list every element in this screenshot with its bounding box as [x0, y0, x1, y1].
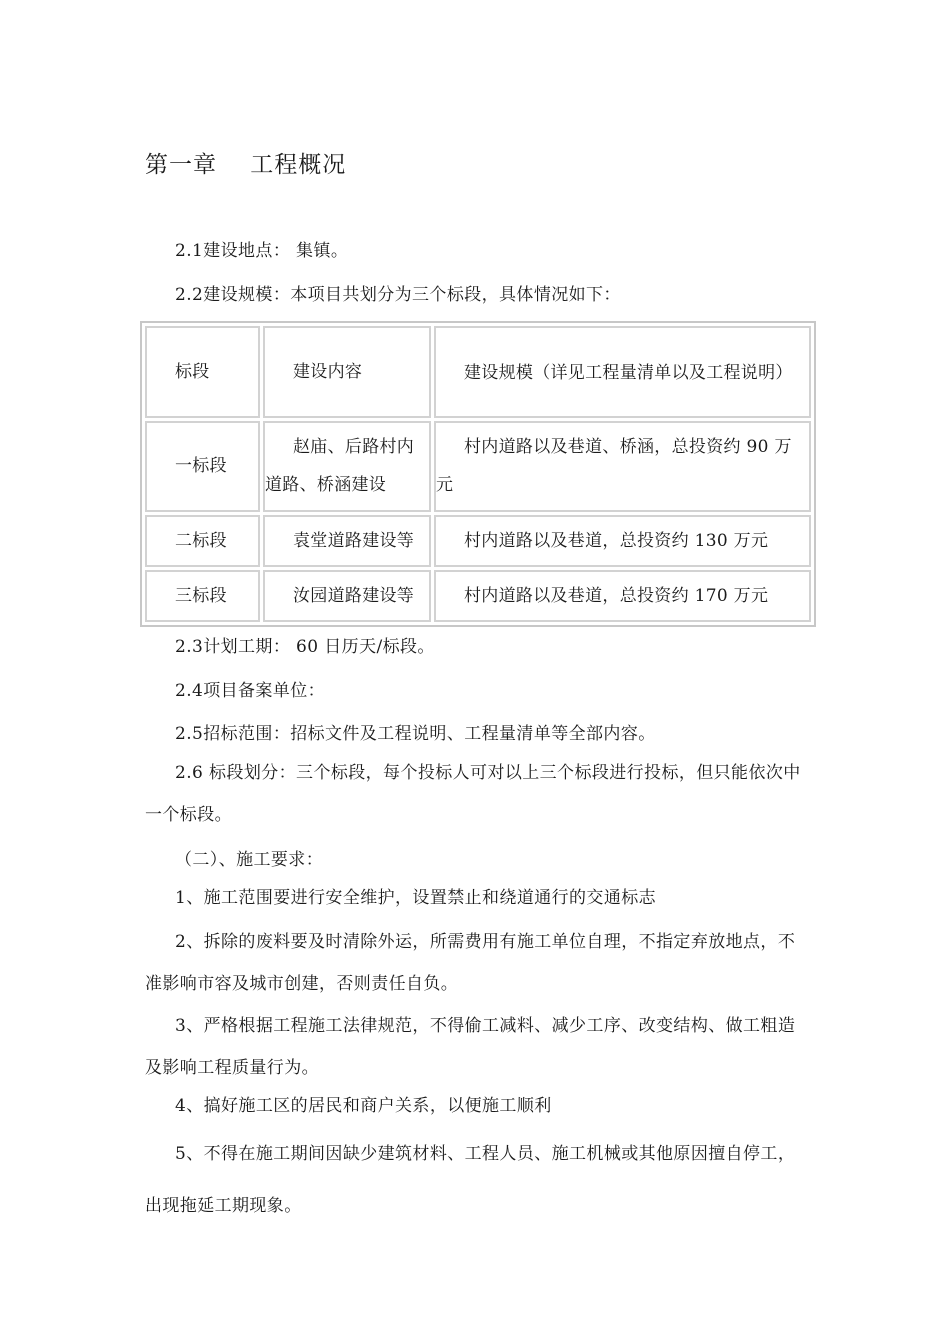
table-cell: 村内道路以及巷道，总投资约 170 万元	[434, 570, 811, 622]
table-header-cell: 建设规模（详见工程量清单以及工程说明）	[434, 326, 811, 418]
item-2-5: 2.5招标范围：招标文件及工程说明、工程量清单等全部内容。	[175, 724, 656, 744]
item-2-3: 2.3计划工期： 60 日历天/标段。	[175, 637, 435, 657]
requirement-4: 4、搞好施工区的居民和商户关系，以便施工顺利	[175, 1096, 552, 1116]
table-header-row	[145, 326, 811, 418]
table-cell: 村内道路以及巷道，总投资约 130 万元	[434, 515, 811, 567]
item-2-4: 2.4项目备案单位：	[175, 681, 326, 701]
requirement-3: 3、严格根据工程施工法律规范，不得偷工减料、减少工序、改变结构、做工粗造及影响工程质量行为。	[145, 1016, 796, 1078]
table-cell: 三标段	[145, 570, 260, 622]
section-title: （二）、施工要求：	[175, 850, 324, 870]
table-row	[145, 421, 811, 513]
table-cell: 汝园道路建设等	[263, 570, 431, 622]
table-cell: 一标段	[145, 421, 260, 513]
table-cell: 袁堂道路建设等	[263, 515, 431, 567]
table-header-cell: 标段	[145, 326, 260, 418]
requirement-5: 5、不得在施工期间因缺少建筑材料、工程人员、施工机械或其他原因擅自停工，出现拖延工期现象。	[145, 1144, 796, 1216]
table-cell: 赵庙、后路村内道路、桥涵建设	[263, 421, 431, 513]
table-header-cell: 建设内容	[263, 326, 431, 418]
requirement-2: 2、拆除的废料要及时清除外运，所需费用有施工单位自理，不指定弃放地点，不准影响市容及城市创建，否则责任自负。	[145, 932, 796, 994]
chapter-title: 第一章 工程概况	[145, 152, 347, 178]
table-row	[145, 570, 811, 622]
requirement-1: 1、施工范围要进行安全维护，设置禁止和绕道通行的交通标志	[175, 888, 657, 908]
item-2-6: 2.6 标段划分：三个标段，每个投标人可对以上三个标段进行投标，但只能依次中一个标段。	[145, 763, 801, 825]
item-2-2: 2.2建设规模：本项目共划分为三个标段，具体情况如下：	[175, 285, 621, 305]
table-cell: 二标段	[145, 515, 260, 567]
table-row	[145, 515, 811, 567]
item-2-1: 2.1建设地点： 集镇。	[175, 241, 349, 261]
table-cell: 村内道路以及巷道、桥涵，总投资约 90 万元	[434, 421, 811, 513]
bid-section-table	[140, 321, 816, 627]
